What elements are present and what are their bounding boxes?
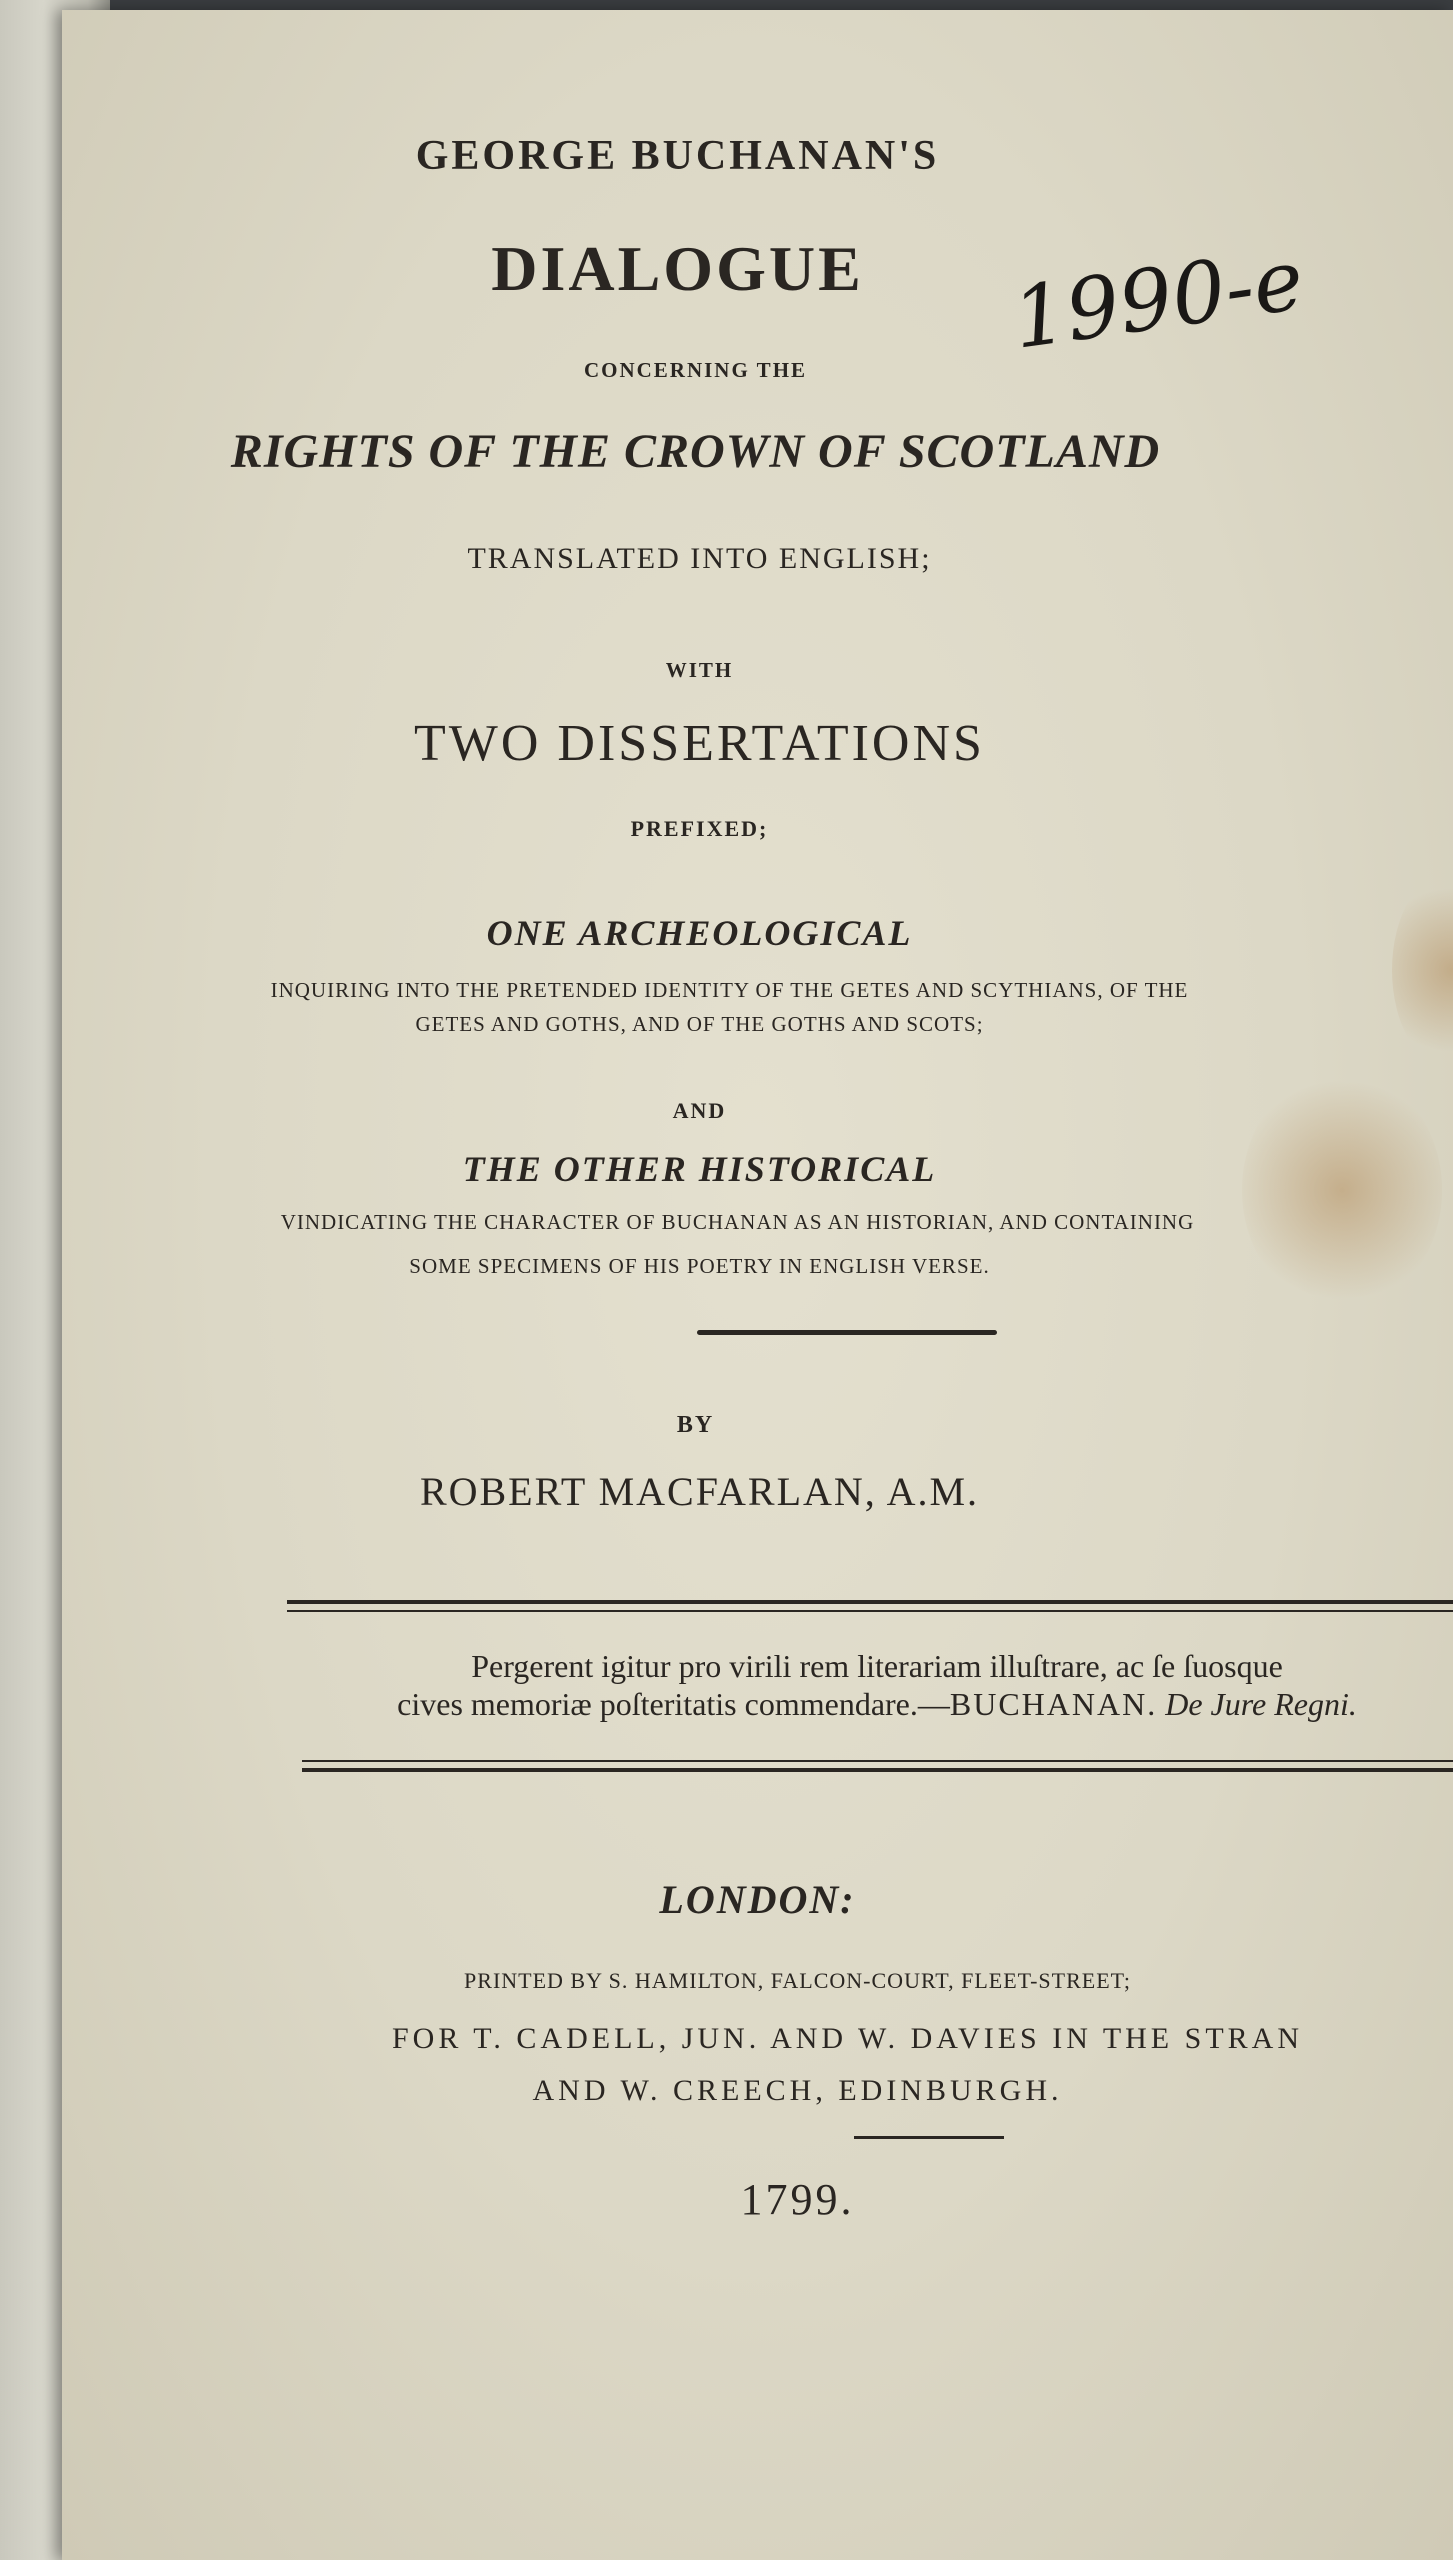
double-rule-bottom bbox=[302, 1760, 1453, 1762]
concerning-line: CONCERNING THE bbox=[583, 358, 808, 382]
book-subject: RIGHTS OF THE CROWN OF SCOTLAND bbox=[230, 425, 1161, 478]
first-dissertation-desc-1: INQUIRING INTO THE PRETENDED IDENTITY OF THE GETES AND SCYTHIANS, OF THE bbox=[270, 978, 1189, 1002]
publication-year: 1799. bbox=[740, 2175, 855, 2224]
second-dissertation-desc-1: VINDICATING THE CHARACTER OF BUCHANAN AS AN HISTORIAN, AND CONTAINING bbox=[280, 1210, 1195, 1234]
double-rule-bottom bbox=[302, 1768, 1453, 1772]
decorative-rule bbox=[697, 1330, 997, 1335]
first-dissertation-desc-2: GETES AND GOTHS, AND OF THE GOTHS AND SCOTS; bbox=[415, 1012, 984, 1036]
prefixed-line: PREFIXED; bbox=[630, 816, 769, 841]
title-page bbox=[62, 10, 1453, 2560]
translator-name: ROBERT MACFARLAN, A.M. bbox=[419, 1469, 980, 1514]
epigraph-line-2 bbox=[302, 1686, 1452, 1723]
first-dissertation-title: ONE ARCHEOLOGICAL bbox=[486, 913, 913, 953]
epigraph-line-1: Pergerent igitur pro virili rem literariam illuſtrare, ac ſe ſuosque bbox=[471, 1648, 1283, 1684]
printer-line: PRINTED BY S. HAMILTON, FALCON-COURT, FLEET-STREET; bbox=[464, 1968, 1131, 1993]
epigraph-source: De Jure Regni. bbox=[1165, 1686, 1357, 1722]
foxing-stain bbox=[1392, 870, 1453, 1070]
book-title: DIALOGUE bbox=[491, 233, 864, 304]
second-dissertation-title: THE OTHER HISTORICAL bbox=[462, 1149, 937, 1189]
year-rule bbox=[854, 2136, 1004, 2139]
second-dissertation-desc-2: SOME SPECIMENS OF HIS POETRY IN ENGLISH VERSE. bbox=[409, 1254, 990, 1278]
double-rule-top bbox=[287, 1600, 1453, 1604]
dissertations-heading: TWO DISSERTATIONS bbox=[414, 715, 985, 772]
publisher-line-2: AND W. CREECH, EDINBURGH. bbox=[532, 2074, 1063, 2107]
handwritten-shelf-number: 1990-e bbox=[1006, 230, 1310, 368]
epigraph-author: BUCHANAN. bbox=[949, 1686, 1158, 1722]
epigraph-text: cives memoriæ poſteritatis commendare.— bbox=[397, 1686, 950, 1722]
publisher-line-1: FOR T. CADELL, JUN. AND W. DAVIES IN THE STRAN bbox=[391, 2022, 1303, 2055]
author-header: GEORGE BUCHANAN'S bbox=[415, 133, 940, 179]
imprint-place: LONDON: bbox=[659, 1877, 856, 1922]
with-line: WITH bbox=[665, 658, 734, 682]
translated-line: TRANSLATED INTO ENGLISH; bbox=[467, 542, 932, 575]
and-line: AND bbox=[672, 1098, 727, 1123]
by-line: BY bbox=[676, 1412, 715, 1438]
double-rule-top bbox=[287, 1610, 1453, 1612]
